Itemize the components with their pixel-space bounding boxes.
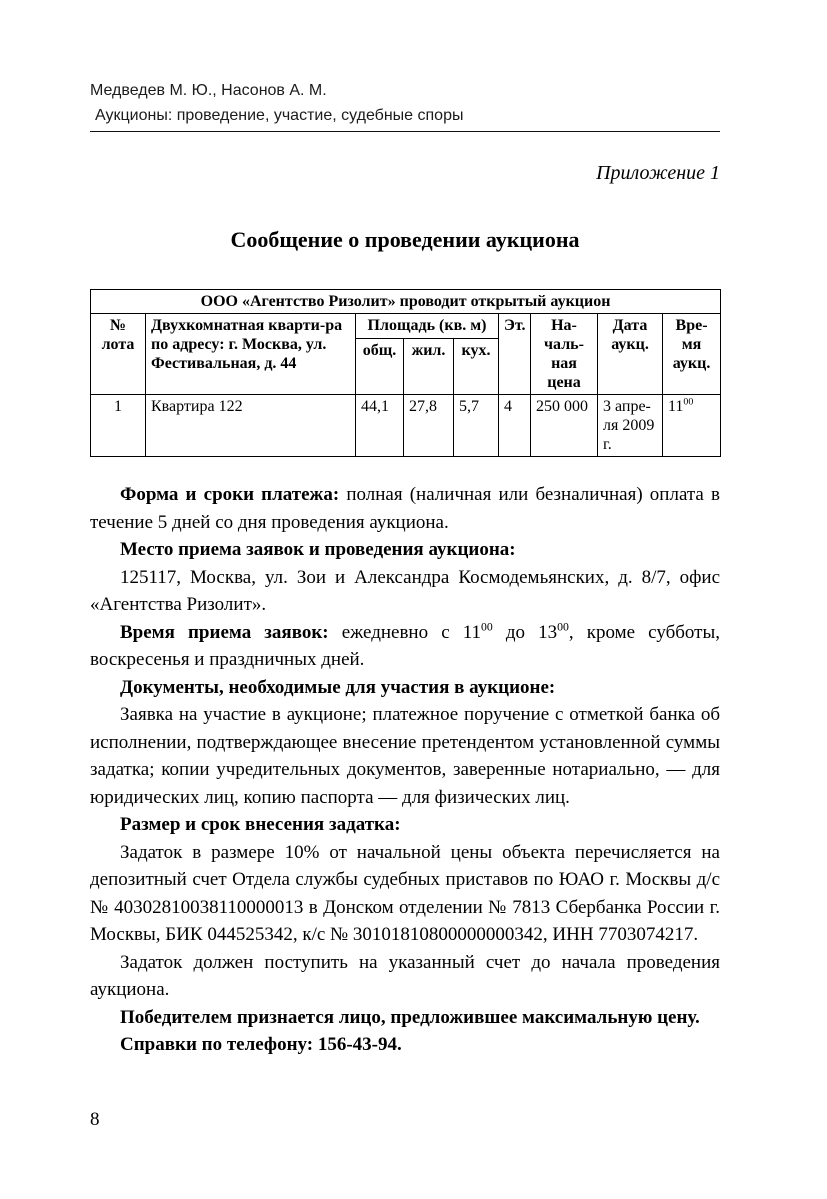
cell-floor: 4 bbox=[499, 395, 531, 457]
paragraph-application-hours: Время приема заявок: ежедневно с $11^{00}$ до $13^{00}$, кроме субботы, воскресенья и праздничных дней. bbox=[90, 620, 720, 670]
cell-object: Квартира 122 bbox=[146, 395, 356, 457]
col-header-start-price: На-чаль-ная цена bbox=[531, 314, 598, 395]
cell-auction-date: 3 апре-ля 2009 г. bbox=[598, 395, 663, 457]
table-header-row bbox=[91, 314, 721, 339]
paragraph-winner: Победителем признается лицо, предложившее максимальную цену. bbox=[120, 1006, 700, 1028]
table-caption-row bbox=[91, 290, 721, 314]
auction-time-minutes: 00 bbox=[683, 396, 694, 408]
table-caption: ООО «Агентство Ризолит» проводит открытый аукцион bbox=[91, 290, 721, 314]
annex-label: Приложение 1 bbox=[596, 162, 720, 184]
paragraph-phone: Справки по телефону: 156-43-94. bbox=[120, 1034, 402, 1055]
col-header-area-group: Площадь (кв. м) bbox=[356, 314, 499, 339]
hours-close-sup: 00 bbox=[557, 620, 569, 634]
cell-start-price: 250 000 bbox=[531, 395, 598, 457]
paragraph-documents-heading: Документы, необходимые для участия в аукционе: bbox=[120, 676, 556, 698]
col-header-area-kitchen: кух. bbox=[454, 339, 499, 395]
paragraph-deposit-details: Задаток в размере 10% от начальной цены объекта перечисляется на депозитный счет Отдела службы судебных приставов по ЮАО г. Москвы д/с № 40302810038110000013 в Донском отделении № 7813 Сбербанка России г. Москвы, БИК 044525342, к/с № 30101810800000000342, ИНН 7703074217. bbox=[90, 841, 720, 945]
paragraph-deposit-deadline: Задаток должен поступить на указанный счет до начала проведения аукциона. bbox=[90, 951, 720, 1000]
page-number: 8 bbox=[90, 1109, 100, 1130]
paragraph-documents-list: Заявка на участие в аукционе; платежное поручение с отметкой банка об исполнении, подтверждающее внесение претендентом установленной суммы задатка; копии учредительных документов, заверенные нотариально, — для юридических лиц, копию паспорта — для физических лиц. bbox=[90, 704, 720, 808]
cell-area-living: 27,8 bbox=[404, 395, 454, 457]
page-title: Сообщение о проведении аукциона bbox=[230, 227, 580, 252]
paragraph-application-place-heading: Место приема заявок и проведения аукциона: bbox=[120, 539, 516, 560]
paragraph-application-address: 125117, Москва, ул. Зои и Александра Космодемьянских, д. 8/7, офис «Агентства Ризолит». bbox=[90, 566, 720, 615]
paragraph-deposit-heading: Размер и срок внесения задатка: bbox=[120, 814, 401, 835]
col-header-area-total: общ. bbox=[356, 339, 404, 395]
table-data-row bbox=[91, 395, 721, 457]
col-header-area-living: жил. bbox=[404, 339, 454, 395]
document-body bbox=[90, 481, 720, 1059]
cell-auction-time bbox=[663, 395, 721, 457]
col-header-lot: № лота bbox=[91, 314, 146, 395]
col-header-object: Двухкомнатная кварти-ра по адресу: г. Москва, ул. Фестивальная, д. 44 bbox=[146, 314, 356, 395]
auction-table bbox=[90, 289, 721, 457]
col-header-floor: Эт. bbox=[499, 314, 531, 395]
header-divider bbox=[90, 131, 720, 132]
col-header-date: Дата аукц. bbox=[598, 314, 663, 395]
cell-area-total: 44,1 bbox=[356, 395, 404, 457]
paragraph-payment-terms: Форма и сроки платежа: полная (наличная или безналичная) оплата в течение 5 дней со дня проведения аукциона. bbox=[90, 484, 720, 533]
auction-time-hours: 11 bbox=[668, 398, 684, 415]
book-title: Аукционы: проведение, участие, судебные споры bbox=[95, 107, 464, 124]
cell-lot-number: 1 bbox=[91, 395, 146, 457]
col-header-time: Вре-мя аукц. bbox=[663, 314, 721, 395]
hours-open-sup: 00 bbox=[481, 620, 493, 634]
running-head bbox=[90, 78, 720, 132]
book-authors: Медведев М. Ю., Насонов А. М. bbox=[90, 82, 327, 99]
cell-area-kitchen: 5,7 bbox=[454, 395, 499, 457]
